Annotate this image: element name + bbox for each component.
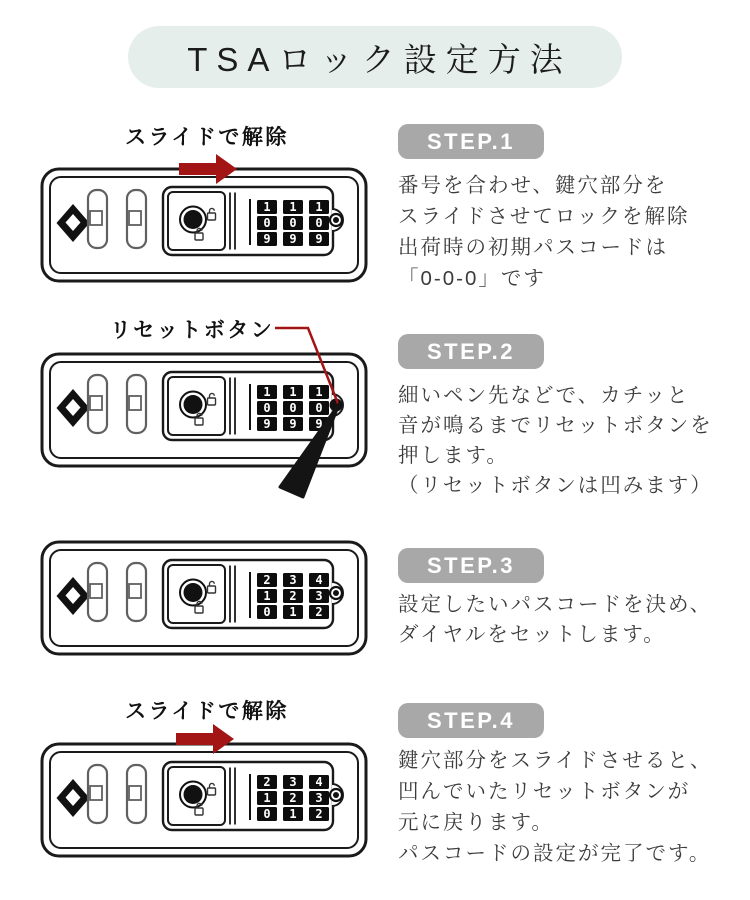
pen-icon — [268, 393, 353, 505]
dial-digit: 2 — [289, 589, 297, 603]
description-line: スライドさせてロックを解除 — [398, 205, 690, 228]
dial-digit: 3 — [315, 791, 323, 805]
dial-digit: 1 — [315, 385, 323, 399]
step-1-badge: STEP.1 — [398, 124, 544, 159]
description-line: 設定したいパスコードを決め、 — [398, 593, 713, 616]
slide-unlock-label: スライドで解除 — [125, 126, 289, 149]
dial-digit: 4 — [315, 573, 323, 587]
latch-slider-notch — [90, 396, 102, 410]
description-line: 凹んでいたリセットボタンが — [398, 780, 691, 803]
dial-digit: 2 — [315, 605, 323, 619]
dial-digit: 1 — [263, 385, 271, 399]
step-2-description — [398, 381, 713, 501]
latch-slider-notch — [90, 211, 102, 225]
dial-digit: 1 — [289, 385, 297, 399]
dial-digit: 1 — [263, 200, 271, 214]
latch-slider-notch — [129, 396, 141, 410]
dial-digit: 3 — [315, 589, 323, 603]
slide-arrow-icon — [176, 722, 234, 756]
dial-digit: 4 — [315, 775, 323, 789]
latch-slider-notch — [129, 786, 141, 800]
description-line: 出荷時の初期パスコードは — [398, 236, 668, 259]
page-title: TSAロック設定方法 — [187, 40, 572, 78]
latch-slider-notch — [129, 584, 141, 598]
dial-digit: 1 — [289, 605, 297, 619]
dial-digit: 1 — [315, 200, 323, 214]
dial-digit: 2 — [263, 775, 271, 789]
latch-slider-notch — [129, 211, 141, 225]
dial-digit: 0 — [289, 216, 297, 230]
step-1-description — [398, 170, 689, 294]
latch-slider-notch — [90, 584, 102, 598]
reset-button-label: リセットボタン — [110, 319, 275, 342]
dial-digit: 2 — [315, 807, 323, 821]
dial-digit: 1 — [289, 200, 297, 214]
dial-digit: 0 — [315, 401, 323, 415]
dial-digit: 3 — [289, 775, 297, 789]
slide-arrow-icon — [179, 152, 237, 186]
dial-digit: 9 — [289, 232, 297, 246]
dial-digit: 1 — [289, 807, 297, 821]
step-3-description — [398, 590, 712, 649]
tsa-lock-drawing — [40, 742, 368, 858]
description-line: 押します。 — [398, 444, 509, 467]
step-2-badge: STEP.2 — [398, 334, 544, 369]
step-4-badge: STEP.4 — [398, 703, 544, 738]
description-line: （リセットボタンは凹みます） — [398, 474, 713, 497]
dial-digit: 0 — [289, 401, 297, 415]
dial-digit: 2 — [289, 791, 297, 805]
dial-digit: 3 — [289, 573, 297, 587]
step-4-description — [398, 745, 712, 869]
dial-digit: 9 — [315, 232, 323, 246]
dial-digit: 1 — [263, 589, 271, 603]
dial-digit: 2 — [263, 573, 271, 587]
dial-digit: 0 — [263, 216, 271, 230]
dial-digit: 0 — [263, 605, 271, 619]
tsa-lock-drawing — [40, 540, 368, 656]
dial-digit: 0 — [315, 216, 323, 230]
latch-slider-notch — [90, 786, 102, 800]
dial-digit: 0 — [263, 401, 271, 415]
description-line: 鍵穴部分をスライドさせると、 — [398, 749, 713, 772]
dial-digit: 9 — [263, 417, 271, 431]
slide-unlock-label: スライドで解除 — [125, 700, 289, 723]
page-title-banner — [128, 26, 622, 88]
description-line: 元に戻ります。 — [398, 811, 554, 834]
step-3-badge: STEP.3 — [398, 548, 544, 583]
tsa-lock-illustration-step-4 — [40, 742, 368, 858]
description-line: 「0-0-0」です — [398, 267, 546, 290]
dial-digit: 9 — [263, 232, 271, 246]
description-line: 番号を合わせ、鍵穴部分を — [398, 174, 668, 197]
dial-digit: 1 — [263, 791, 271, 805]
description-line: パスコードの設定が完了です。 — [398, 842, 712, 865]
description-line: 細いペン先などで、カチッと — [398, 384, 690, 407]
dial-digit: 0 — [263, 807, 271, 821]
description-line: 音が鳴るまでリセットボタンを — [398, 414, 713, 437]
tsa-lock-illustration-step-3 — [40, 540, 368, 656]
dial-digit: 9 — [315, 417, 323, 431]
description-line: ダイヤルをセットします。 — [398, 622, 666, 646]
dial-digit: 9 — [289, 417, 297, 431]
